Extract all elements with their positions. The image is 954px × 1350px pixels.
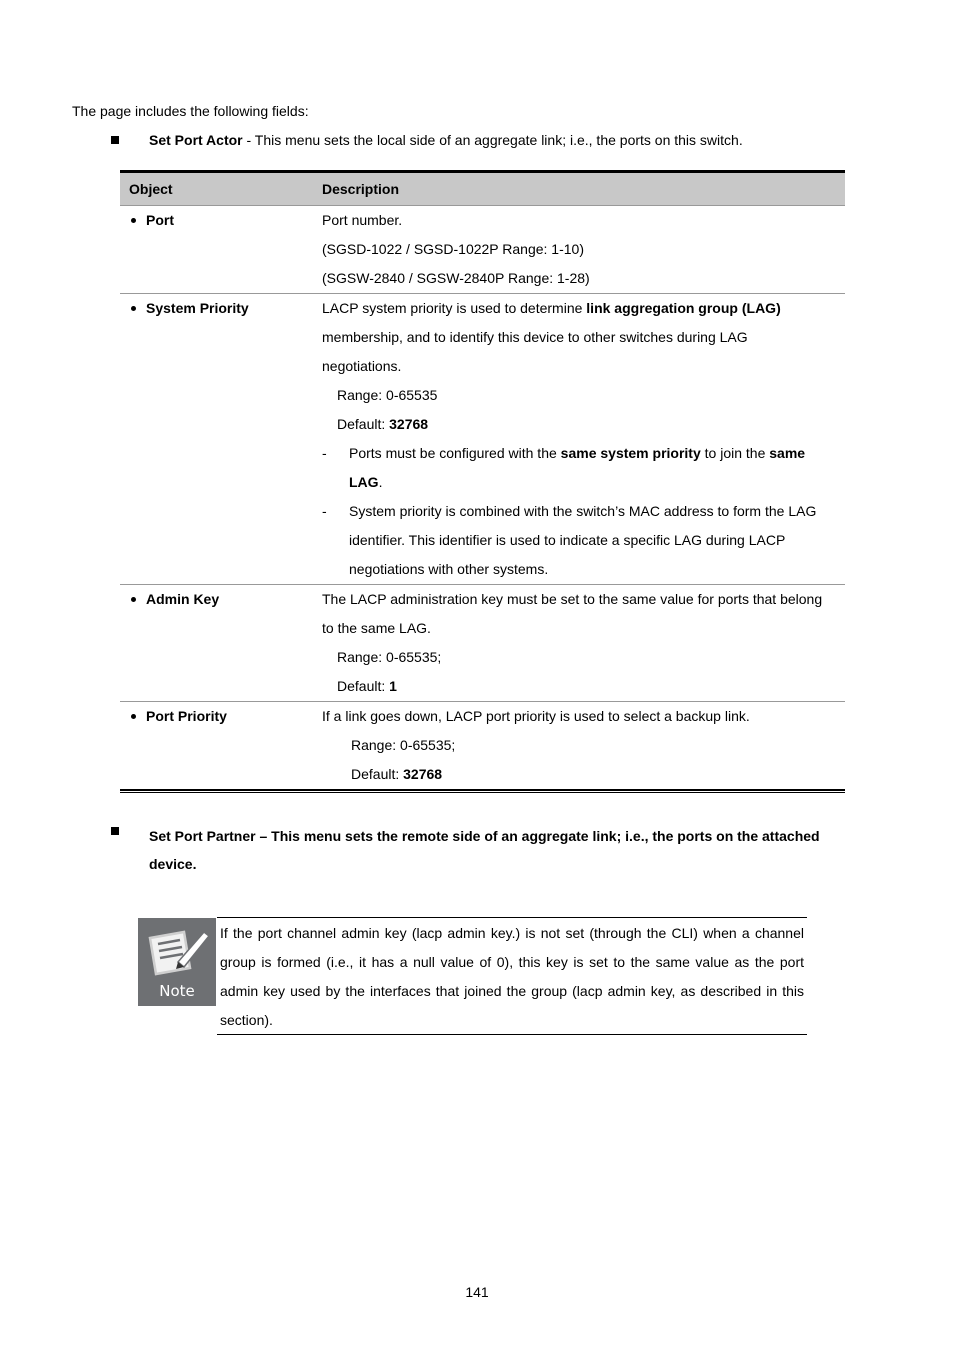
- square-bullet-icon: [111, 136, 119, 144]
- object-name: Admin Key: [146, 591, 220, 607]
- desc-line: membership, and to identify this device to other switches during LAG: [322, 329, 748, 345]
- range-line: Range: 0-65535;: [351, 737, 456, 753]
- desc-line: If a link goes down, LACP port priority is used to select a backup link.: [322, 708, 750, 724]
- note-box: [217, 917, 807, 1035]
- note-item: - Ports must be configured with the same system priority to join the same LAG.: [322, 445, 806, 490]
- fields-table: [120, 170, 845, 793]
- object-name: Port Priority: [146, 708, 227, 724]
- table-row-admin-key: [120, 585, 845, 702]
- bullet-icon: [131, 714, 136, 719]
- note-text: If the port channel admin key (lacp admin key.) is not set (through the CLI) when a channel group is formed (i.e., it has a null value of 0), this key is set to the same value as the port admin key used by the interfaces that joined the group (lacp admin key, as described in this section).: [220, 925, 804, 1028]
- table-row-port-priority: [120, 702, 845, 789]
- desc-line: negotiations.: [322, 358, 402, 374]
- square-bullet-icon: [111, 827, 119, 835]
- range-line: Range: 0-65535;: [337, 649, 442, 665]
- set-port-partner-item: Set Port Partner – This menu sets the remote side of an aggregate link; i.e., the ports on the attached device.: [149, 828, 820, 872]
- table-row-system-priority: [120, 294, 845, 585]
- desc-line: The LACP administration key must be set to the same value for ports that belong: [322, 591, 823, 607]
- table-row-port: [120, 206, 845, 294]
- set-port-actor-title: Set Port Actor: [149, 132, 243, 148]
- default-line: Default: 32768: [337, 416, 429, 432]
- page-number: 141: [465, 1284, 489, 1300]
- desc-line: LACP system priority is used to determine link aggregation group (LAG): [322, 300, 781, 316]
- header-description: Description: [322, 181, 400, 197]
- default-line: Default: 1: [337, 678, 397, 694]
- desc-line: to the same LAG.: [322, 620, 431, 636]
- note-item: - System priority is combined with the switch’s MAC address to form the LAG identifier. This identifier is used to indicate a specific LAG during LACP negotiations with other systems.: [322, 503, 817, 577]
- set-port-actor-item: [149, 131, 743, 149]
- default-line: Default: 32768: [351, 766, 443, 782]
- bullet-icon: [131, 306, 136, 311]
- range-line: Range: 0-65535: [337, 387, 438, 403]
- note-icon: [138, 918, 216, 1006]
- desc-line: (SGSD-1022 / SGSD-1022P Range: 1-10): [322, 241, 584, 257]
- desc-line: Port number.: [322, 212, 403, 228]
- object-name: Port: [146, 212, 174, 228]
- object-name: System Priority: [146, 300, 249, 316]
- header-object: Object: [129, 181, 173, 197]
- desc-line: (SGSW-2840 / SGSW-2840P Range: 1-28): [322, 270, 590, 286]
- set-port-actor-desc: - This menu sets the local side of an aggregate link; i.e., the ports on this switch.: [242, 132, 743, 148]
- intro-text: The page includes the following fields:: [72, 103, 309, 119]
- bullet-icon: [131, 597, 136, 602]
- bullet-icon: [131, 218, 136, 223]
- table-header: [120, 172, 845, 206]
- svg-text:Note: Note: [159, 982, 195, 1000]
